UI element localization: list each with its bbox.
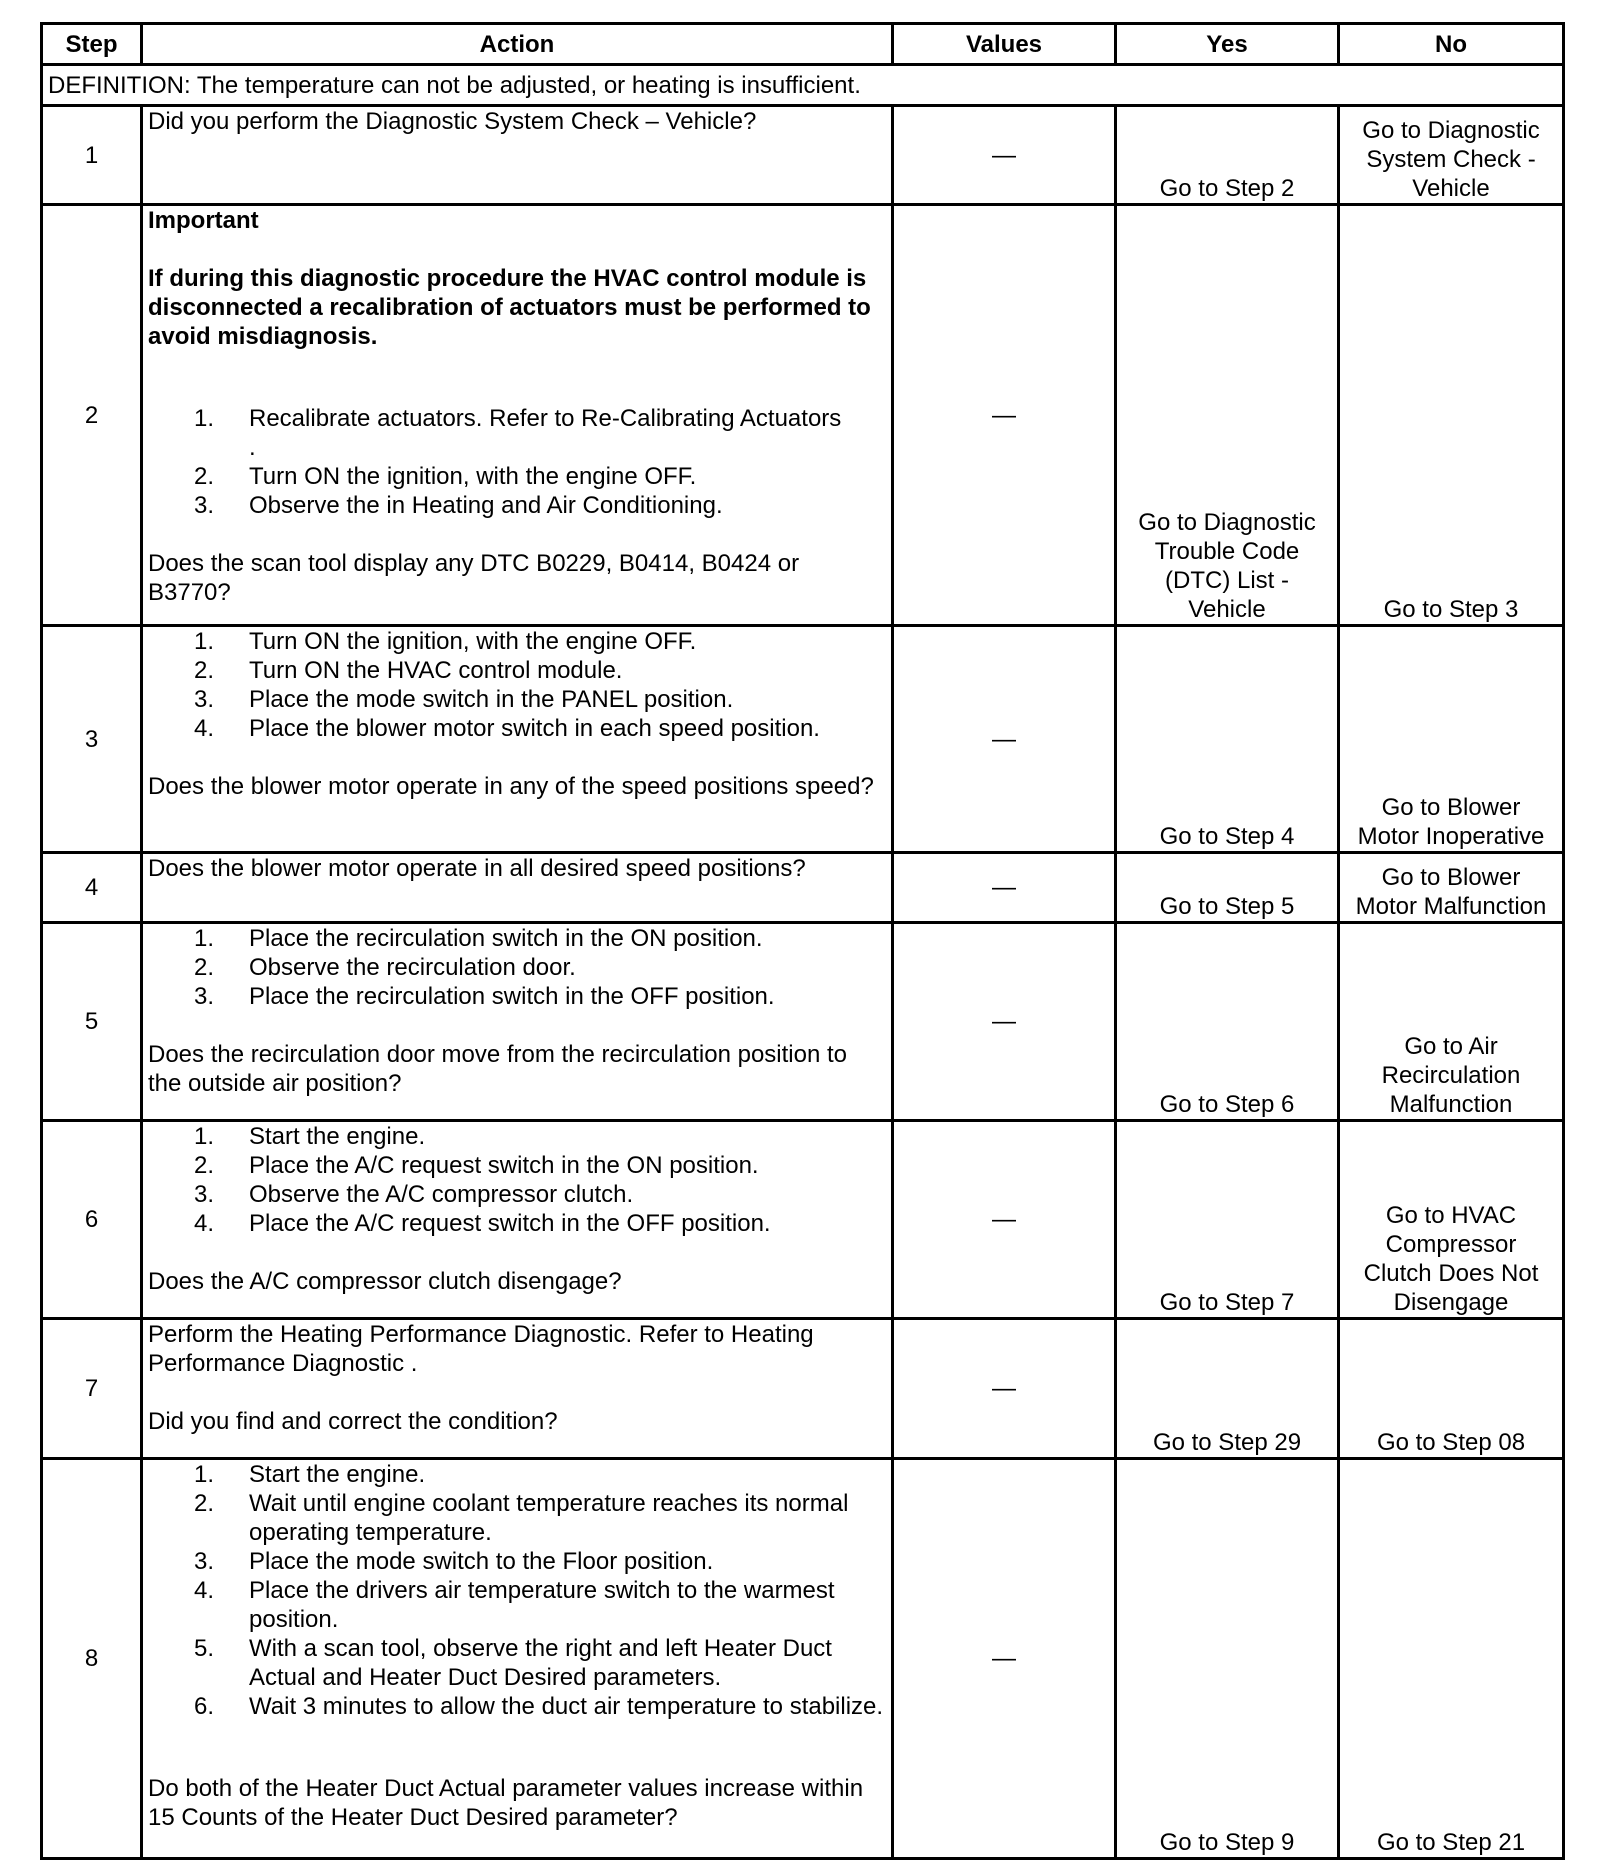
list-number: 4. [194, 1210, 215, 1237]
list-text: Place the mode switch to the Floor position. [249, 1548, 714, 1575]
no-cell [1339, 923, 1564, 1121]
no-cell: Go to Step 21 [1339, 1459, 1564, 1859]
action-cell [142, 106, 893, 205]
yes-line: Go to Diagnostic [1138, 509, 1316, 536]
action-question: Does the A/C compressor clutch disengage? [148, 1268, 622, 1295]
list-item [148, 714, 886, 743]
value-cell: — [893, 923, 1116, 1121]
no-cell [1339, 106, 1564, 205]
list-item [148, 1547, 886, 1576]
list-item [148, 1122, 886, 1151]
yes-cell: Go to Step 29 [1116, 1319, 1339, 1459]
list-text: Place the mode switch in the PANEL position. [249, 686, 734, 713]
no-line: Go to HVAC [1385, 1202, 1517, 1229]
value-cell: — [893, 626, 1116, 853]
definition-row [42, 65, 1564, 106]
procedure-list [148, 924, 886, 1011]
action-cell [142, 923, 893, 1121]
list-text: Observe the in Heating and Air Conditioning. [249, 492, 723, 519]
list-number: 2. [194, 1152, 215, 1179]
list-number: 3. [194, 492, 215, 519]
list-item [148, 656, 886, 685]
step-number: 4 [42, 853, 142, 923]
list-text: Place the A/C request switch in the ON position. [249, 1152, 759, 1179]
value-cell: — [893, 205, 1116, 626]
definition-text: DEFINITION: The temperature can not be adjusted, or heating is insufficient. [42, 65, 1564, 106]
list-text-cont: . [249, 434, 256, 461]
action-question: Does the recirculation door move from the recirculation position to the outside air position? [148, 1041, 847, 1097]
list-text: Place the drivers air temperature switch to the warmest position. [249, 1577, 835, 1633]
no-cell: Go to Step 08 [1339, 1319, 1564, 1459]
action-question: Does the blower motor operate in all desired speed positions? [148, 855, 806, 882]
no-line: Go to Blower [1381, 794, 1521, 821]
yes-line: Vehicle [1188, 596, 1266, 623]
list-item [148, 462, 886, 491]
value-cell: — [893, 106, 1116, 205]
list-text: With a scan tool, observe the right and left Heater Duct Actual and Heater Duct Desired parameters. [249, 1635, 832, 1691]
list-item [148, 404, 886, 462]
list-item [148, 1460, 886, 1489]
no-line: Malfunction [1389, 1091, 1513, 1118]
table-row [42, 1319, 1564, 1459]
no-line: Go to Air [1404, 1033, 1498, 1060]
list-text: Recalibrate actuators. Refer to Re-Calibrating Actuators [249, 405, 842, 432]
list-item [148, 924, 886, 953]
value-cell: — [893, 1121, 1116, 1319]
list-number: 3. [194, 983, 215, 1010]
value-cell: — [893, 1319, 1116, 1459]
list-item [148, 1209, 886, 1238]
header-values: Values [893, 24, 1116, 65]
list-text: Place the A/C request switch in the OFF position. [249, 1210, 771, 1237]
list-number: 2. [194, 954, 215, 981]
step-number: 5 [42, 923, 142, 1121]
step-number: 2 [42, 205, 142, 626]
no-line: Recirculation [1381, 1062, 1521, 1089]
list-text: Wait 3 minutes to allow the duct air temperature to stabilize. [249, 1693, 884, 1720]
list-item [148, 982, 886, 1011]
action-cell [142, 1319, 893, 1459]
action-question: Does the blower motor operate in any of the speed positions speed? [148, 773, 874, 800]
list-item [148, 491, 886, 520]
table-row [42, 626, 1564, 853]
list-item [148, 1634, 886, 1692]
action-cell [142, 853, 893, 923]
action-cell [142, 205, 893, 626]
action-cell [142, 1459, 893, 1859]
header-step: Step [42, 24, 142, 65]
table-row [42, 923, 1564, 1121]
list-text: Turn ON the ignition, with the engine OFF. [249, 463, 697, 490]
list-text: Turn ON the ignition, with the engine OFF. [249, 628, 697, 655]
diagnostic-table [40, 22, 1565, 1860]
yes-cell: Go to Step 5 [1116, 853, 1339, 923]
yes-cell: Go to Step 6 [1116, 923, 1339, 1121]
list-number: 6. [194, 1693, 215, 1720]
procedure-list [148, 1460, 886, 1721]
list-number: 1. [194, 925, 215, 952]
no-line: Go to Diagnostic [1362, 117, 1540, 144]
action-intro: Perform the Heating Performance Diagnostic. Refer to Heating Performance Diagnostic . [148, 1321, 814, 1377]
yes-line: Trouble Code [1154, 538, 1300, 565]
list-text: Observe the recirculation door. [249, 954, 576, 981]
list-text: Start the engine. [249, 1123, 426, 1150]
list-number: 3. [194, 686, 215, 713]
list-item [148, 1576, 886, 1634]
list-item [148, 685, 886, 714]
no-line: Clutch Does Not [1363, 1260, 1539, 1287]
no-line: System Check - [1366, 146, 1536, 173]
action-question: Do both of the Heater Duct Actual parameter values increase within 15 Counts of the Heater Duct Desired parameter? [148, 1775, 864, 1831]
list-number: 1. [194, 1123, 215, 1150]
list-number: 1. [194, 1461, 215, 1488]
yes-cell: Go to Step 7 [1116, 1121, 1339, 1319]
list-text: Turn ON the HVAC control module. [249, 657, 623, 684]
step-number: 7 [42, 1319, 142, 1459]
list-item [148, 1151, 886, 1180]
no-line: Vehicle [1412, 175, 1490, 202]
table-row [42, 1459, 1564, 1859]
step-number: 8 [42, 1459, 142, 1859]
no-cell [1339, 1121, 1564, 1319]
yes-cell: Go to Step 4 [1116, 626, 1339, 853]
list-number: 3. [194, 1181, 215, 1208]
no-cell: Go to Step 3 [1339, 205, 1564, 626]
yes-line: (DTC) List - [1165, 567, 1289, 594]
list-item [148, 953, 886, 982]
list-text: Start the engine. [249, 1461, 426, 1488]
important-heading: Important [148, 207, 259, 234]
no-line: Motor Malfunction [1355, 893, 1547, 920]
step-number: 3 [42, 626, 142, 853]
list-number: 1. [194, 405, 215, 432]
step-number: 1 [42, 106, 142, 205]
value-cell: — [893, 853, 1116, 923]
important-note: If during this diagnostic procedure the HVAC control module is disconnected a recalibration of actuators must be performed to avoid misdiagnosis. [148, 265, 871, 350]
list-text: Place the recirculation switch in the ON position. [249, 925, 763, 952]
header-yes: Yes [1116, 24, 1339, 65]
no-line: Go to Blower [1381, 864, 1521, 891]
table-row [42, 853, 1564, 923]
no-line: Motor Inoperative [1357, 823, 1545, 850]
no-cell [1339, 853, 1564, 923]
step-number: 6 [42, 1121, 142, 1319]
list-number: 4. [194, 1577, 215, 1604]
list-number: 2. [194, 1490, 215, 1517]
list-number: 3. [194, 1548, 215, 1575]
list-number: 2. [194, 657, 215, 684]
list-item [148, 627, 886, 656]
no-line: Compressor [1385, 1231, 1517, 1258]
yes-cell: Go to Step 9 [1116, 1459, 1339, 1859]
action-cell [142, 1121, 893, 1319]
action-question: Does the scan tool display any DTC B0229, B0414, B0424 or B3770? [148, 550, 800, 606]
list-item [148, 1692, 886, 1721]
table-row [42, 205, 1564, 626]
list-number: 2. [194, 463, 215, 490]
list-item [148, 1180, 886, 1209]
yes-cell [1116, 205, 1339, 626]
list-text: Place the blower motor switch in each speed position. [249, 715, 820, 742]
table-row [42, 106, 1564, 205]
list-text: Observe the A/C compressor clutch. [249, 1181, 634, 1208]
no-line: Disengage [1393, 1289, 1509, 1316]
list-text: Place the recirculation switch in the OFF position. [249, 983, 775, 1010]
procedure-list [148, 1122, 886, 1238]
action-question: Did you perform the Diagnostic System Check – Vehicle? [148, 108, 757, 135]
list-text: Wait until engine coolant temperature reaches its normal operating temperature. [249, 1490, 849, 1546]
yes-cell: Go to Step 2 [1116, 106, 1339, 205]
header-no: No [1339, 24, 1564, 65]
procedure-list [148, 404, 886, 520]
no-cell [1339, 626, 1564, 853]
header-row [42, 24, 1564, 65]
list-number: 4. [194, 715, 215, 742]
list-item [148, 1489, 886, 1547]
value-cell: — [893, 1459, 1116, 1859]
list-number: 5. [194, 1635, 215, 1662]
table-row [42, 1121, 1564, 1319]
action-question: Did you find and correct the condition? [148, 1408, 558, 1435]
procedure-list [148, 627, 886, 743]
header-action: Action [142, 24, 893, 65]
list-number: 1. [194, 628, 215, 655]
action-cell [142, 626, 893, 853]
